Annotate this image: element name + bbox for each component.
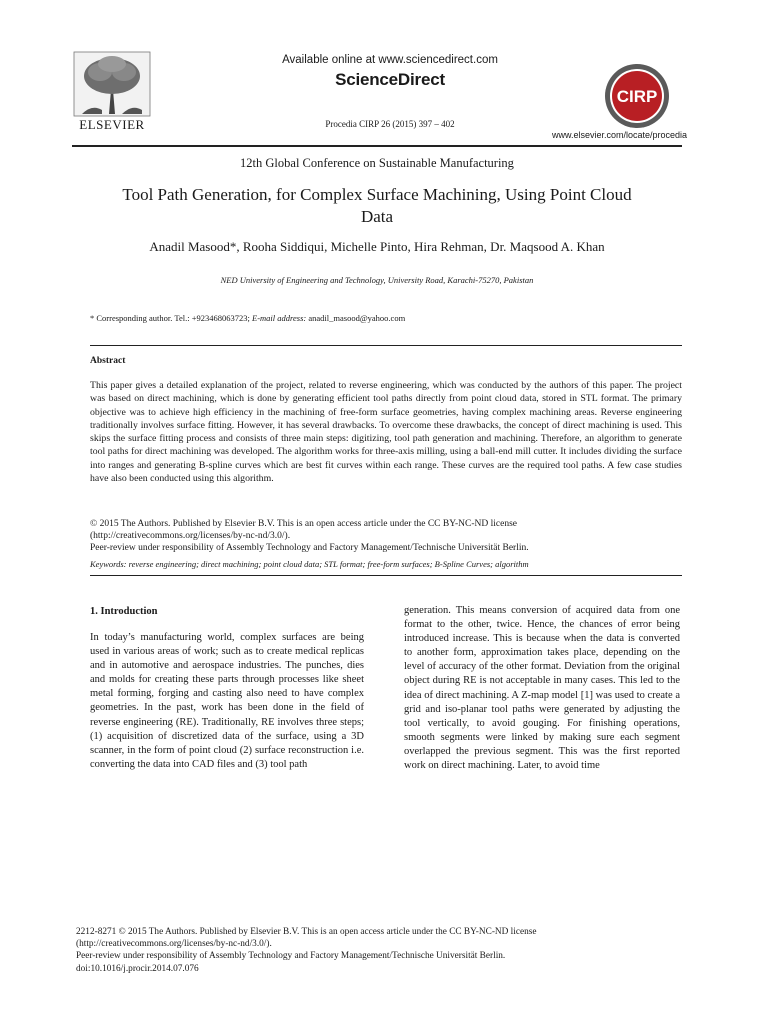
publisher-name: ELSEVIER [79, 117, 145, 132]
author-list: Anadil Masood*, Rooha Siddiqui, Michelle Pinto, Hira Rehman, Dr. Maqsood A. Khan [149, 239, 605, 254]
conference-name: 12th Global Conference on Sustainable Manufacturing [240, 156, 514, 170]
journal-url-link[interactable]: www.elsevier.com/locate/procedia [552, 130, 688, 140]
affiliation: NED University of Engineering and Technology, University Road, Karachi-75270, Pakistan [220, 275, 534, 285]
cirp-logo-text: CIRP [616, 87, 658, 106]
title-line: Data [360, 207, 394, 226]
license-line: Peer-review under responsibility of Assembly Technology and Factory Management/Technische Universität Berlin. [90, 543, 529, 554]
section-heading-introduction: 1. Introduction [90, 606, 158, 617]
footer-line: 2212-8271 © 2015 The Authors. Published by Elsevier B.V. This is an open access article under the CC BY-NC-ND license [76, 927, 537, 937]
email-label: E-mail address: [252, 313, 307, 323]
abstract-body: This paper gives a detailed explanation of the project, related to reverse engineering, which was conducted by the authors of this paper. The project was based on direct machining, which is done by generating efficient tool paths directly from point cloud data, stored in STL format. The primary objective was to achieve high efficiency in the machining of free-form surface geometries, having complex machining areas. Reverse engineering traditionally involves surface fitting. However, it has several drawbacks. To overcome these drawbacks, the concept of direct machining is used. This skips the surface fitting process and consists of three main steps: digitizing, tool path generation and machining. Therefore, an algorithm to generate tool paths for direct machining was developed. The algorithm works for three-axis milling, using a ball-end mill cutter. It includes dividing the surface into ranges and generating B-spline curves which are best fit curves within each range. These curves are the required tool paths. A few case studies have also been conducted using this algorithm. [90, 380, 682, 485]
cirp-logo [603, 62, 671, 130]
abstract-heading: Abstract [90, 356, 126, 366]
title-line: Tool Path Generation, for Complex Surface Machining, Using Point Cloud [122, 185, 632, 204]
email-address[interactable]: anadil_masood@yahoo.com [306, 313, 406, 323]
sciencedirect-brand: ScienceDirect [335, 70, 445, 89]
paper-title [80, 184, 674, 228]
corresponding-author [90, 313, 405, 323]
corresponding-prefix: * Corresponding author. Tel.: +923468063723; [90, 313, 252, 323]
footer-line: Peer-review under responsibility of Assembly Technology and Factory Management/Technische Universität Berlin. [76, 951, 506, 962]
license-line: © 2015 The Authors. Published by Elsevier B.V. This is an open access article under the CC BY-NC-ND license [90, 519, 518, 529]
page-footer [76, 926, 676, 975]
journal-reference: Procedia CIRP 26 (2015) 397 – 402 [325, 119, 455, 129]
abstract-bottom-rule [90, 575, 682, 576]
keywords: Keywords: reverse engineering; direct machining; point cloud data; STL format; free-form surfaces; B-Spline Curves; algorithm [90, 559, 529, 569]
introduction-left-column: In today’s manufacturing world, complex surfaces are being used in various areas of work; such as to create medical replicas and in automotive and aerospace industries. The punches, dies and molds for creating these parts through processes like sheet metal forming, forging and casting also need to have complex geometries. In the past, work has been done in the field of reverse engineering (RE). Traditionally, RE involves three steps; (1) acquisition of discretized data of the surface, using a 3D scanner, in the form of point cloud (2) surface reconstruction i.e. converting the data into CAD files and (3) tool path [90, 632, 364, 770]
header-divider [72, 145, 682, 147]
available-online-link[interactable]: Available online at www.sciencedirect.com [282, 54, 498, 66]
footer-license-link[interactable]: (http://creativecommons.org/licenses/by-nc-nd/3.0/). [76, 939, 272, 950]
license-url-link[interactable]: (http://creativecommons.org/licenses/by-nc-nd/3.0/). [90, 531, 291, 542]
abstract-top-rule [90, 345, 682, 346]
license-notice [90, 518, 682, 555]
introduction-right-column: generation. This means conversion of acquired data from one format to the other, twice. Hence, the chances of error being introduced increase. This is because when the data is converted to another form, approximation takes place, depending on the level of accuracy of the other format. Deviation from the original object during RE is not acceptable in many cases. This led to the idea of direct machining. A Z-map model [1] was used to create a grid and iso-planar tool paths were generated by adjusting the tool vertically, to avoid gouging. For finishing operations, smooth segments were linked by making sure each segment overlapped the previous segment. This was the first reported work on direct machining. Later, to avoid time [404, 605, 680, 772]
doi-link[interactable]: doi:10.1016/j.procir.2014.07.076 [76, 963, 199, 974]
